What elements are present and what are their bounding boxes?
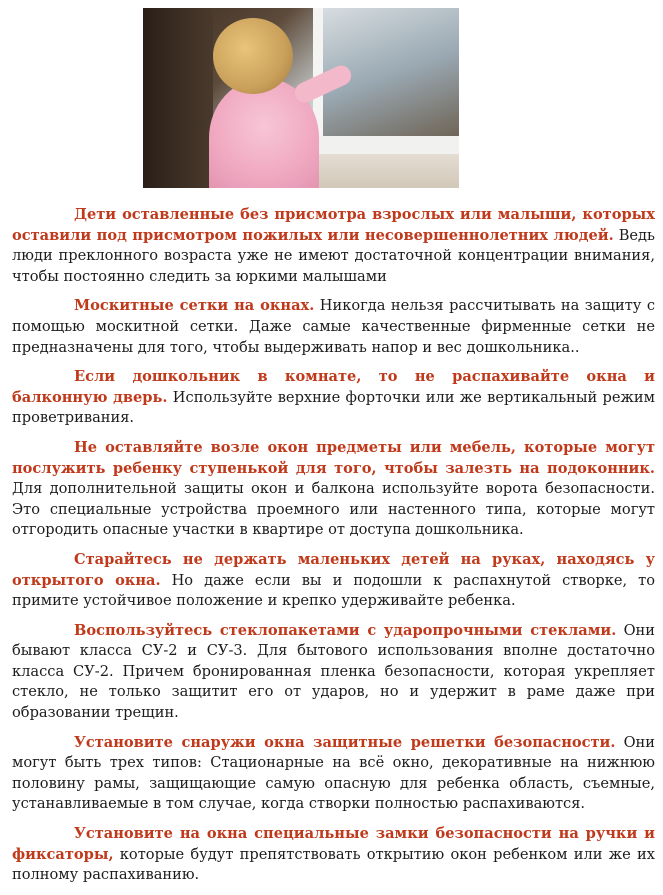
child-at-window-photo (143, 8, 459, 188)
tip-text: Но даже если вы и подошли к распахнутой створке, то примите устойчивое положение и крепко удерживайте ребенка. (12, 571, 655, 610)
tip-heading: Москитные сетки на окнах. (74, 297, 315, 315)
tip-heading: Установите на окна специальные замки безопасности на ручки и фиксаторы, (12, 825, 655, 863)
tip-heading: Дети оставленные без присмотра взрослых или малыши, которых оставили под присмотром пожилых или несовершеннолетних людей. (12, 206, 655, 244)
tip-paragraph (12, 296, 655, 358)
tip-text: Никогда нельзя рассчитывать на защиту с помощью москитной сетки. Даже самые качественные фирменные сетки не предназначены для того, чтобы выдерживать напор и вес дошкольника.. (12, 297, 655, 356)
tip-text: Используйте верхние форточки или же вертикальный режим проветривания. (12, 388, 655, 427)
tip-text: которые будут препятствовать открытию окон ребенком или же их полному распахиванию. (12, 845, 655, 884)
tip-heading: Воспользуйтесь стеклопакетами с ударопрочными стеклами. (74, 621, 617, 639)
tip-paragraph (12, 205, 655, 287)
tip-text: Для дополнительной защиты окон и балкона используйте ворота безопасности. Это специальные устройства проемного или настенного типа, которые могут отгородить опасные участки в квартире от доступа дошкольника. (12, 480, 655, 539)
photo-background (143, 8, 213, 188)
tip-heading: Установите снаружи окна защитные решетки безопасности. (74, 733, 616, 751)
tip-paragraph (12, 824, 655, 886)
tip-text: Они могут быть трех типов: Стационарные на всё окно, декоративные на нижнюю половину рамы, защищающие самую опасную для ребенка область, съемные, устанавливаемые в том случае, когда створки полностью распахиваются. (12, 733, 655, 813)
tip-paragraph (12, 621, 655, 724)
tip-heading: Если дошкольник в комнате, то не распахивайте окна и балконную дверь. (12, 368, 655, 406)
photo-child-head (213, 18, 293, 94)
tip-text: Они бывают класса СУ-2 и СУ-3. Для бытового использования вполне достаточно класса СУ-2. Причем бронированная пленка безопасности, которая укрепляет стекло, не только защитит его от ударов, но и удержит в раме даже при образовании трещин. (12, 621, 655, 722)
tip-heading: Не оставляйте возле окон предметы или мебель, которые могут послужить ребенку ступенькой для того, чтобы залезть на подоконник. (12, 438, 655, 477)
tip-paragraph (12, 733, 655, 815)
safety-tips-text (12, 205, 655, 895)
tip-text: Ведь люди преклонного возраста уже не имеют достаточной концентрации внимания, чтобы постоянно следить за юркими малышами (12, 226, 655, 285)
tip-paragraph (12, 550, 655, 612)
tip-paragraph (12, 367, 655, 429)
tip-paragraph (12, 438, 655, 541)
tip-heading: Старайтесь не держать маленьких детей на руках, находясь у открытого окна. (12, 550, 655, 589)
